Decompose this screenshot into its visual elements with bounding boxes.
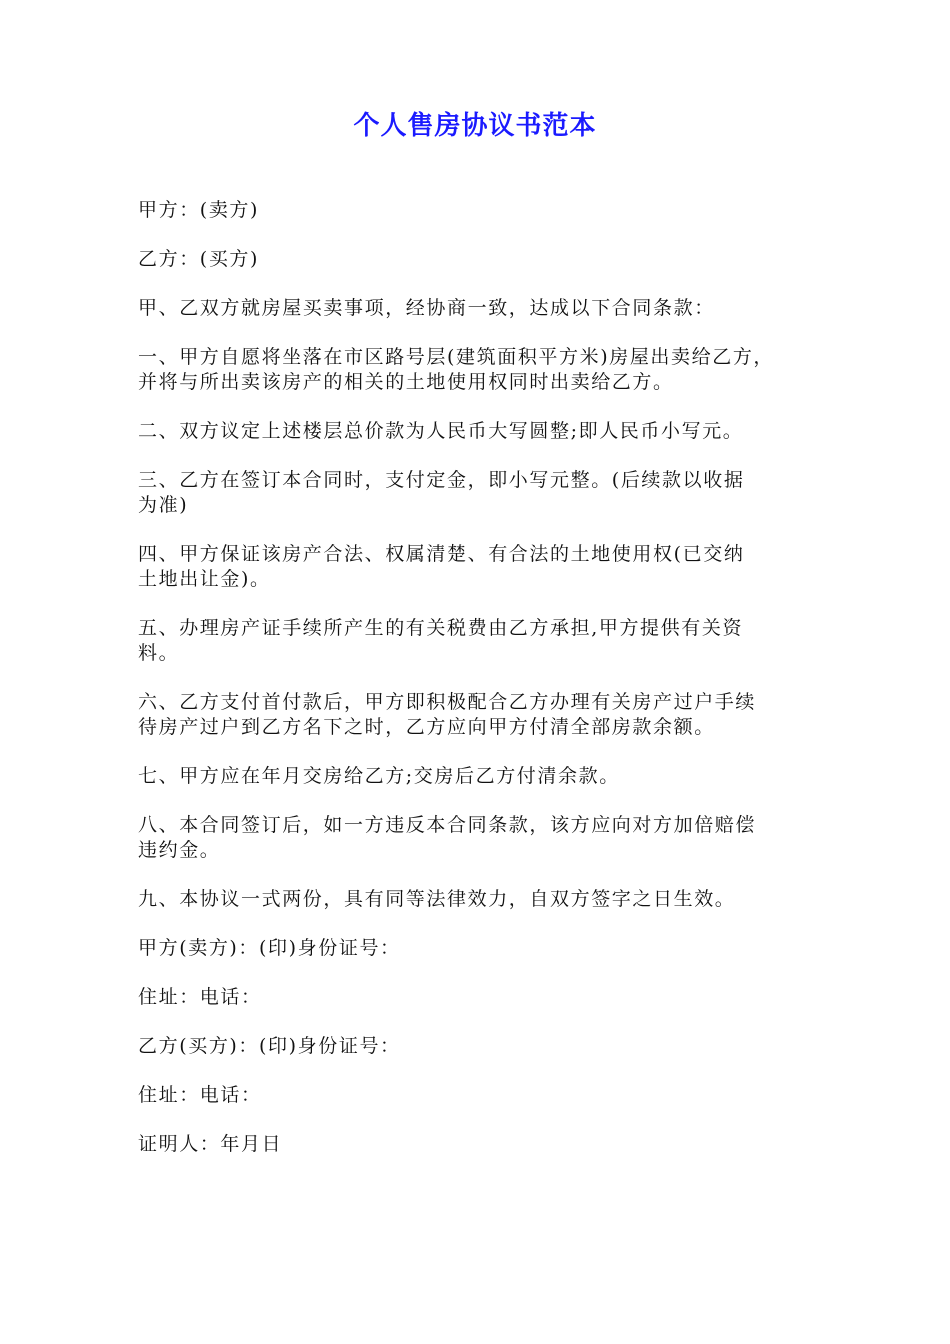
clause-7: 七、甲方应在年月交房给乙方;交房后乙方付清余款。 [138,765,620,787]
seller-address-line: 住址：电话： [138,986,262,1008]
clause-8: 八、本合同签订后，如一方违反本合同条款，该方应向对方加倍赔偿 违约金。 [138,814,757,861]
buyer-signature-line: 乙方(买方)：(印)身份证号： [138,1035,401,1057]
preamble: 甲、乙双方就房屋买卖事项，经协商一致，达成以下合同条款： [138,297,715,319]
party-a-line: 甲方：(卖方) [138,199,260,221]
clause-2: 二、双方议定上述楼层总价款为人民币大写圆整;即人民币小写元。 [138,420,744,442]
clause-9: 九、本协议一式两份，具有同等法律效力，自双方签字之日生效。 [138,888,736,910]
buyer-address-line: 住址：电话： [138,1084,262,1106]
clause-4: 四、甲方保证该房产合法、权属清楚、有合法的土地使用权(已交纳 土地出让金)。 [138,543,745,590]
witness-date-line: 证明人：年月日 [138,1133,283,1155]
party-b-line: 乙方：(买方) [138,248,260,270]
clause-1: 一、甲方自愿将坐落在市区路号层(建筑面积平方米)房屋出卖给乙方， 并将与所出卖该房产的相关的土地使用权同时出卖给乙方。 [138,346,775,393]
clause-5: 五、办理房产证手续所产生的有关税费由乙方承担,甲方提供有关资 料。 [138,617,744,664]
seller-signature-line: 甲方(卖方)：(印)身份证号： [138,937,401,959]
document-title: 个人售房协议书范本 [353,111,597,141]
clause-6: 六、乙方支付首付款后，甲方即积极配合乙方办理有关房产过户手续 待房产过户到乙方名下之时，乙方应向甲方付清全部房款余额。 [138,691,757,738]
clause-3: 三、乙方在签订本合同时，支付定金，即小写元整。(后续款以收据 为准) [138,469,745,516]
document-body [138,198,818,1181]
